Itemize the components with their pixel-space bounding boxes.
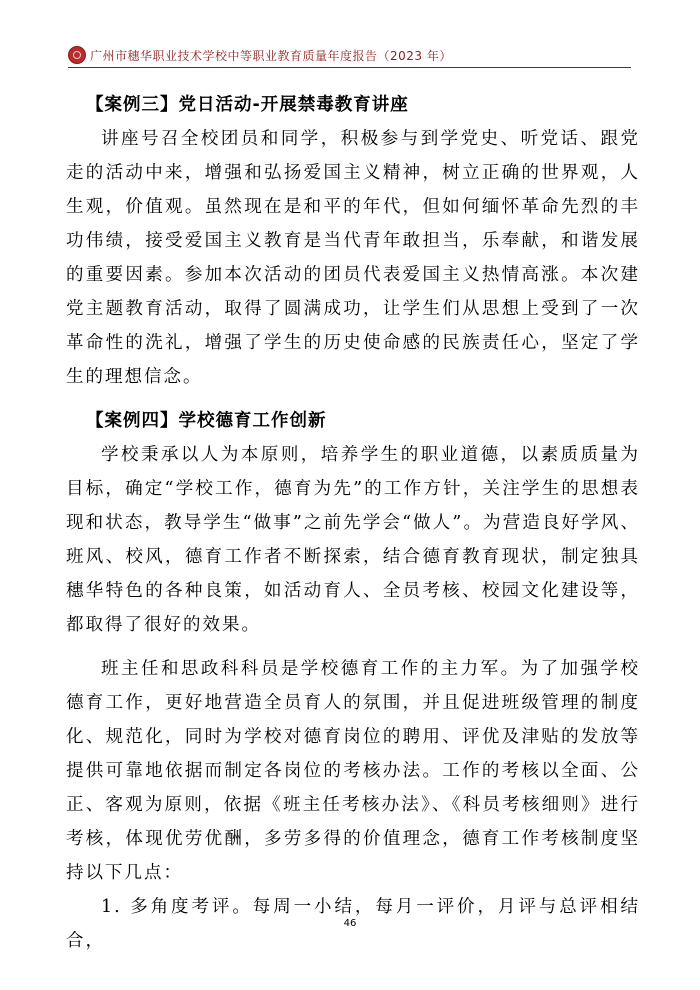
case3-paragraph: 讲座号召全校团员和同学，积极参与到学党史、听党话、跟党走的活动中来，增强和弘扬爱国主义精神，树立正确的世界观，人生观，价值观。虽然现在是和平的年代，但如何缅怀革命先烈的丰功伟绩，接受爱国主义教育是当代青年敢担当，乐奉献，和谐发展的重要因素。参加本次活动的团员代表爱国主义热情高涨。本次建党主题教育活动，取得了圆满成功，让学生们从思想上受到了一次革命性的洗礼，增强了学生的历史使命感的民族责任心，坚定了学生的理想信念。 xyxy=(66,129,640,387)
page-header xyxy=(68,46,631,68)
case4-paragraph-1: 学校秉承以人为本原则，培养学生的职业道德，以素质质量为目标，确定“学校工作，德育为先”的工作方针，关注学生的思想表现和状态，教导学生“做事”之前先学会“做人”。为营造良好学风、班风、校风，德育工作者不断探索，结合德育教育现状，制定独具穗华特色的各种良策，如活动育人、全员考核、校园文化建设等，都取得了很好的效果。 xyxy=(66,445,640,635)
school-logo-icon xyxy=(68,46,86,64)
page-body xyxy=(66,88,640,958)
case4-paragraph-2: 班主任和思政科科员是学校德育工作的主力军。为了加强学校德育工作，更好地营造全员育人的氛围，并且促进班级管理的制度化、规范化，同时为学校对德育岗位的聘用、评优及津贴的发放等提供可靠地依据而制定各岗位的考核办法。工作的考核以全面、公正、客观为原则，依据《班主任考核办法》、《科员考核细则》进行考核，体现优劳优酬，多劳多得的价值理念，德育工作考核制度坚持以下几点： xyxy=(66,659,640,883)
header-divider xyxy=(68,67,631,68)
report-title: 广州市穗华职业技术学校中等职业教育质量年度报告（2023 年） xyxy=(90,49,452,63)
case4-heading: 【案例四】学校德育工作创新 xyxy=(86,411,327,431)
page-number: 46 xyxy=(343,918,357,929)
case4-list-item-1: 1. 多角度考评。每周一小结，每月一评价，月评与总评相结合， xyxy=(66,897,640,951)
case3-heading: 【案例三】党日活动-开展禁毒教育讲座 xyxy=(86,95,409,115)
